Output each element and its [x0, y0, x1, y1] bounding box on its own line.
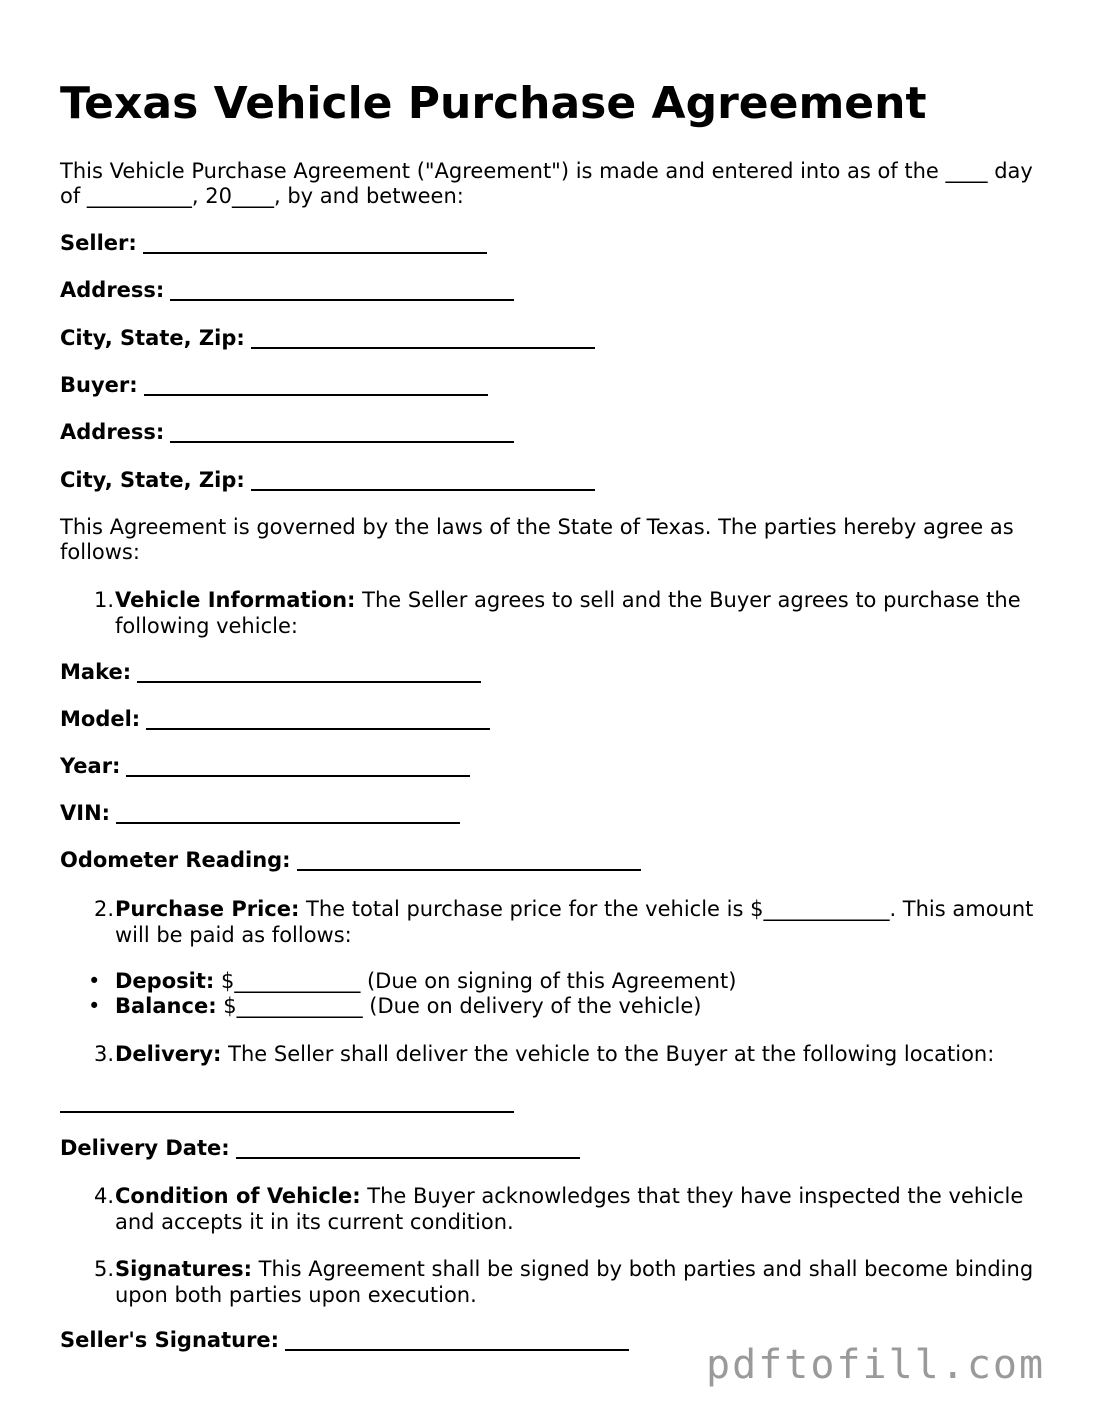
- item-delivery: [60, 1041, 1045, 1067]
- item-number: 3.: [93, 1042, 114, 1066]
- item-text: The Seller agrees to sell and the Buyer agrees to purchase the following vehicle:: [115, 588, 1021, 638]
- governing-law-paragraph: This Agreement is governed by the laws of the State of Texas. The parties hereby agree as follows:: [60, 515, 1014, 564]
- seller-city-state-zip-label: City, State, Zip:: [60, 326, 245, 350]
- watermark: pdftofill.com: [706, 1342, 1046, 1388]
- item-text: The total purchase price for the vehicle is $____________. This amount will be paid as follows:: [115, 897, 1034, 947]
- odometer-blank[interactable]: [297, 869, 641, 871]
- vin-label: VIN:: [60, 801, 111, 825]
- deposit-label: Deposit:: [115, 969, 215, 993]
- intro-paragraph: This Vehicle Purchase Agreement ("Agreement") is made and entered into as of the ____ day of __________, 20____, by and between:: [60, 159, 1033, 208]
- make-field: [60, 660, 481, 685]
- item-heading: Signatures:: [115, 1257, 252, 1281]
- year-blank[interactable]: [126, 775, 470, 777]
- model-field: [60, 707, 490, 732]
- odometer-field: [60, 848, 641, 873]
- balance-label: Balance:: [115, 994, 217, 1018]
- item-heading: Purchase Price:: [115, 897, 300, 921]
- document-title: Texas Vehicle Purchase Agreement: [60, 78, 927, 129]
- buyer-address-field: [60, 420, 514, 445]
- item-number: 4.: [93, 1184, 114, 1208]
- odometer-label: Odometer Reading:: [60, 848, 291, 872]
- item-text: The Buyer acknowledges that they have inspected the vehicle and accepts it in its current condition.: [115, 1184, 1024, 1234]
- seller-city-state-zip-blank[interactable]: [251, 347, 595, 349]
- item-heading: Delivery:: [115, 1042, 222, 1066]
- buyer-field: [60, 373, 488, 398]
- item-text: This Agreement shall be signed by both parties and shall become binding upon both parties upon execution.: [115, 1257, 1034, 1307]
- deposit-bullet: [60, 969, 736, 994]
- seller-address-label: Address:: [60, 278, 165, 302]
- delivery-date-label: Delivery Date:: [60, 1136, 230, 1160]
- item-number: 5.: [93, 1257, 114, 1281]
- item-heading: Vehicle Information:: [115, 588, 356, 612]
- year-field: [60, 754, 470, 779]
- deposit-text: $____________ (Due on signing of this Agreement): [214, 969, 737, 993]
- item-purchase-price: [60, 896, 1045, 948]
- item-vehicle-information: [60, 587, 1045, 639]
- make-blank[interactable]: [137, 681, 481, 683]
- buyer-blank[interactable]: [144, 394, 488, 396]
- balance-bullet: [60, 994, 701, 1019]
- seller-city-state-zip-field: [60, 326, 595, 351]
- buyer-city-state-zip-label: City, State, Zip:: [60, 468, 245, 492]
- item-heading: Condition of Vehicle:: [115, 1184, 361, 1208]
- buyer-label: Buyer:: [60, 373, 138, 397]
- delivery-location-blank[interactable]: [60, 1111, 514, 1113]
- year-label: Year:: [60, 754, 121, 778]
- item-number: 2.: [93, 897, 114, 921]
- buyer-address-blank[interactable]: [170, 441, 514, 443]
- make-label: Make:: [60, 660, 132, 684]
- buyer-address-label: Address:: [60, 420, 165, 444]
- delivery-date-field: [60, 1136, 580, 1161]
- seller-signature-blank[interactable]: [285, 1349, 629, 1351]
- item-condition-of-vehicle: [60, 1183, 1045, 1235]
- item-text: The Seller shall deliver the vehicle to the Buyer at the following location:: [221, 1042, 995, 1066]
- vin-field: [60, 801, 460, 826]
- seller-field: [60, 231, 487, 256]
- item-signatures: [60, 1256, 1045, 1308]
- bullet-dot: •: [88, 994, 101, 1018]
- seller-address-blank[interactable]: [170, 299, 514, 301]
- balance-text: $____________ (Due on delivery of the vehicle): [216, 994, 702, 1018]
- seller-blank[interactable]: [143, 252, 487, 254]
- buyer-city-state-zip-blank[interactable]: [251, 489, 595, 491]
- seller-address-field: [60, 278, 514, 303]
- model-blank[interactable]: [146, 728, 490, 730]
- seller-label: Seller:: [60, 231, 137, 255]
- delivery-date-blank[interactable]: [236, 1157, 580, 1159]
- seller-signature-label: Seller's Signature:: [60, 1328, 280, 1352]
- model-label: Model:: [60, 707, 141, 731]
- item-number: 1.: [93, 588, 114, 612]
- bullet-dot: •: [88, 969, 101, 993]
- buyer-city-state-zip-field: [60, 468, 595, 493]
- seller-signature-field: [60, 1328, 629, 1353]
- vin-blank[interactable]: [116, 822, 460, 824]
